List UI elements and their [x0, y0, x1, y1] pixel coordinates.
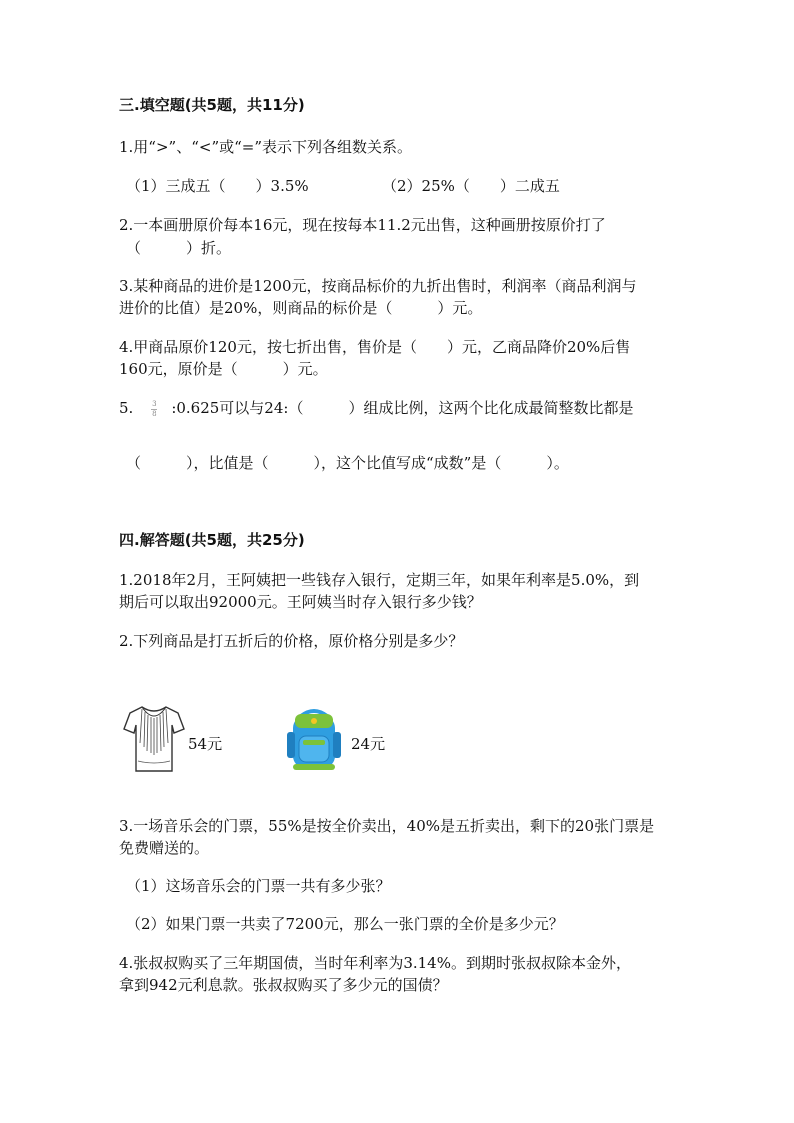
backpack-price: 24元 — [351, 735, 386, 753]
s3-q4-line2: 160元，原价是（ ）元。 — [119, 360, 328, 378]
s3-q5-line1-rest: :0.625可以与24:（ ）组成比例，这两个比化成最简整数比都是 — [171, 399, 634, 417]
s3-q5-prefix: 5. — [119, 399, 134, 417]
s3-q3-line2: 进价的比值）是20%，则商品的标价是（ ）元。 — [119, 299, 483, 317]
s3-q1-part1: （1）三成五（ ）3.5% — [126, 177, 309, 195]
s4-q2-stem: 2.下列商品是打五折后的价格，原价格分别是多少？ — [119, 632, 464, 650]
s3-q2-line1: 2.一本画册原价每本16元，现在按每本11.2元出售，这种画册按原价打了 — [119, 216, 606, 234]
shirt-price: 54元 — [188, 735, 223, 753]
section3-title: 三.填空题(共5题，共11分) — [119, 96, 305, 114]
s3-q5-line1 — [119, 398, 633, 418]
s4-q3-line1: 3.一场音乐会的门票，55%是按全价卖出，40%是五折卖出，剩下的20张门票是 — [119, 817, 655, 835]
s3-q4-line1: 4.甲商品原价120元，按七折出售，售价是（ ）元，乙商品降价20%后售 — [119, 338, 631, 356]
s4-q3-line2: 免费赠送的。 — [119, 839, 210, 857]
s4-q3-sub1: （1）这场音乐会的门票一共有多少张？ — [126, 877, 391, 895]
fraction — [151, 401, 157, 418]
fraction-denominator: 8 — [152, 409, 157, 418]
s4-q3-sub2: （2）如果门票一共卖了7200元，那么一张门票的全价是多少元？ — [126, 915, 564, 933]
backpack-icon — [283, 706, 345, 772]
s4-q4-line1: 4.张叔叔购买了三年期国债，当时年利率为3.14%。到期时张叔叔除本金外， — [119, 954, 631, 972]
s4-q1-line2: 期后可以取出92000元。王阿姨当时存入银行多少钱？ — [119, 593, 482, 611]
s4-q1-line1: 1.2018年2月，王阿姨把一些钱存入银行，定期三年，如果年利率是5.0%，到 — [119, 571, 640, 589]
fraction-numerator: 3 — [152, 399, 157, 408]
s3-q5-line2: （ ），比值是（ ），这个比值写成“成数”是（ ）。 — [126, 454, 569, 472]
section4-title: 四.解答题(共5题，共25分) — [119, 531, 305, 549]
s3-q1-part2: （2）25%（ ）二成五 — [382, 177, 560, 195]
s3-q2-line2: （ ）折。 — [126, 239, 232, 257]
s4-q4-line2: 拿到942元利息款。张叔叔购买了多少元的国债？ — [119, 976, 448, 994]
s3-q1-stem: 1.用“>”、“<”或“=”表示下列各组数关系。 — [119, 138, 413, 156]
shirt-icon — [122, 703, 186, 775]
s3-q3-line1: 3.某种商品的进价是1200元，按商品标价的九折出售时，利润率（商品利润与 — [119, 277, 637, 295]
